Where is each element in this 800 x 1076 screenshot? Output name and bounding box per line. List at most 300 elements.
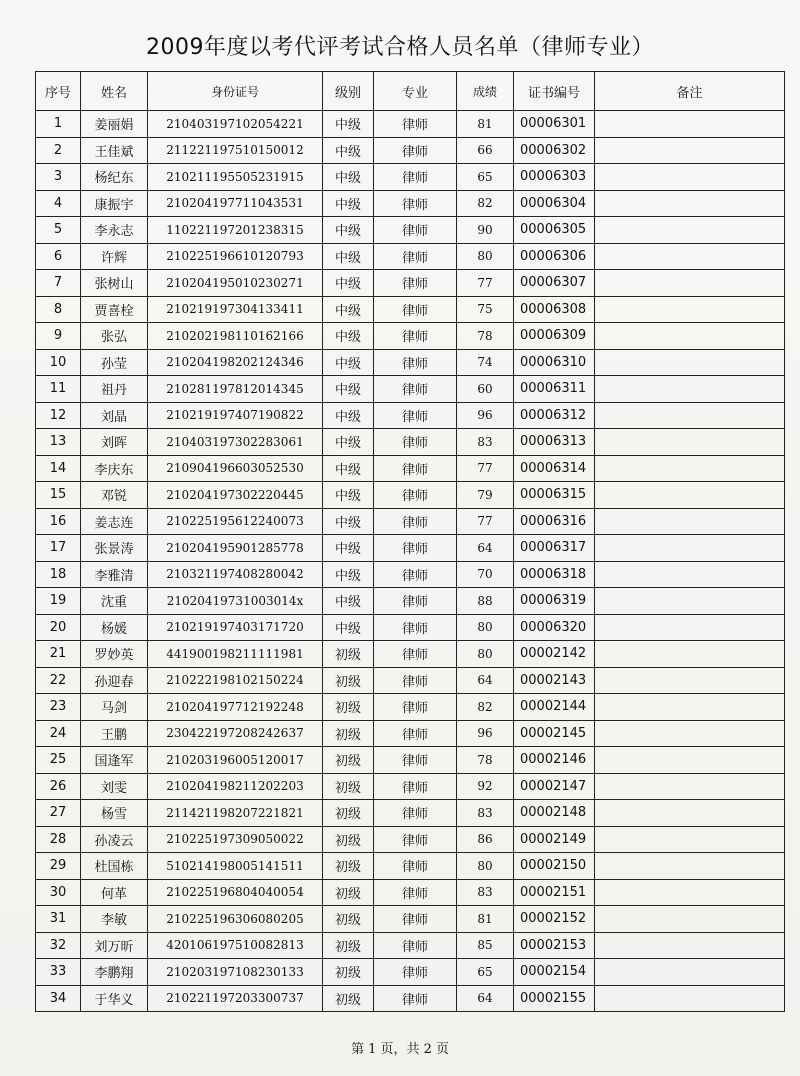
cell-seq: 17 (36, 535, 81, 562)
table-row (36, 959, 785, 986)
cell-score: 66 (457, 137, 514, 164)
cell-name: 孙迎春 (81, 667, 148, 694)
cell-id-number: 210204195010230271 (148, 270, 323, 297)
cell-score: 80 (457, 641, 514, 668)
cell-note (595, 190, 785, 217)
table-row (36, 667, 785, 694)
cell-cert-number: 00006309 (514, 323, 595, 350)
cell-note (595, 747, 785, 774)
cell-cert-number: 00006311 (514, 376, 595, 403)
cell-note (595, 217, 785, 244)
cell-name: 李雅清 (81, 561, 148, 588)
cell-name: 马剑 (81, 694, 148, 721)
table-row (36, 243, 785, 270)
cell-major: 律师 (374, 137, 457, 164)
table-row (36, 508, 785, 535)
cell-id-number: 210225196610120793 (148, 243, 323, 270)
cell-major: 律师 (374, 349, 457, 376)
cell-score: 64 (457, 535, 514, 562)
cell-score: 85 (457, 932, 514, 959)
header-cert: 证书编号 (514, 72, 595, 111)
cell-major: 律师 (374, 482, 457, 509)
cell-seq: 33 (36, 959, 81, 986)
cell-name: 孙凌云 (81, 826, 148, 853)
cell-score: 77 (457, 270, 514, 297)
cell-id-number: 230422197208242637 (148, 720, 323, 747)
cell-seq: 29 (36, 853, 81, 880)
cell-cert-number: 00006304 (514, 190, 595, 217)
cell-score: 96 (457, 402, 514, 429)
cell-level: 中级 (323, 164, 374, 191)
table-row (36, 376, 785, 403)
cell-note (595, 853, 785, 880)
table-row (36, 137, 785, 164)
cell-major: 律师 (374, 429, 457, 456)
cell-name: 贾喜栓 (81, 296, 148, 323)
cell-cert-number: 00002148 (514, 800, 595, 827)
cell-seq: 30 (36, 879, 81, 906)
cell-major: 律师 (374, 164, 457, 191)
cell-id-number: 110221197201238315 (148, 217, 323, 244)
cell-score: 80 (457, 243, 514, 270)
cell-name: 杜国栋 (81, 853, 148, 880)
table-row (36, 641, 785, 668)
cell-level: 中级 (323, 323, 374, 350)
table-row (36, 773, 785, 800)
table-row (36, 985, 785, 1012)
cell-seq: 23 (36, 694, 81, 721)
table-row (36, 826, 785, 853)
cell-name: 李敏 (81, 906, 148, 933)
cell-major: 律师 (374, 985, 457, 1012)
cell-level: 中级 (323, 561, 374, 588)
table-body (36, 111, 785, 1012)
cell-seq: 25 (36, 747, 81, 774)
cell-id-number: 210281197812014345 (148, 376, 323, 403)
cell-note (595, 561, 785, 588)
cell-major: 律师 (374, 190, 457, 217)
cell-note (595, 243, 785, 270)
cell-score: 80 (457, 853, 514, 880)
cell-seq: 18 (36, 561, 81, 588)
cell-name: 张景涛 (81, 535, 148, 562)
cell-seq: 9 (36, 323, 81, 350)
cell-name: 李庆东 (81, 455, 148, 482)
cell-id-number: 210204197711043531 (148, 190, 323, 217)
cell-major: 律师 (374, 535, 457, 562)
table-row (36, 111, 785, 138)
cell-level: 中级 (323, 270, 374, 297)
cell-id-number: 210221197203300737 (148, 985, 323, 1012)
cell-cert-number: 00006317 (514, 535, 595, 562)
cell-seq: 5 (36, 217, 81, 244)
table-row (36, 455, 785, 482)
cell-level: 中级 (323, 243, 374, 270)
table-row (36, 535, 785, 562)
cell-id-number: 211221197510150012 (148, 137, 323, 164)
cell-seq: 31 (36, 906, 81, 933)
cell-cert-number: 00006308 (514, 296, 595, 323)
cell-cert-number: 00002144 (514, 694, 595, 721)
cell-id-number: 210225196306080205 (148, 906, 323, 933)
cell-level: 中级 (323, 402, 374, 429)
cell-cert-number: 00006318 (514, 561, 595, 588)
cell-id-number: 210403197302283061 (148, 429, 323, 456)
cell-major: 律师 (374, 243, 457, 270)
cell-major: 律师 (374, 217, 457, 244)
cell-score: 77 (457, 455, 514, 482)
cell-major: 律师 (374, 826, 457, 853)
cell-level: 中级 (323, 455, 374, 482)
cell-score: 64 (457, 667, 514, 694)
cell-level: 初级 (323, 906, 374, 933)
cell-name: 罗妙英 (81, 641, 148, 668)
cell-cert-number: 00006305 (514, 217, 595, 244)
cell-note (595, 376, 785, 403)
cell-score: 65 (457, 164, 514, 191)
cell-level: 初级 (323, 800, 374, 827)
cell-level: 中级 (323, 508, 374, 535)
cell-score: 90 (457, 217, 514, 244)
cell-name: 李鹏翔 (81, 959, 148, 986)
cell-score: 92 (457, 773, 514, 800)
cell-level: 中级 (323, 482, 374, 509)
page-title: 2009年度以考代评考试合格人员名单（律师专业） (146, 35, 654, 60)
cell-name: 杨纪东 (81, 164, 148, 191)
cell-cert-number: 00006310 (514, 349, 595, 376)
cell-score: 79 (457, 482, 514, 509)
cell-major: 律师 (374, 959, 457, 986)
cell-score: 83 (457, 429, 514, 456)
cell-name: 杨媛 (81, 614, 148, 641)
cell-note (595, 164, 785, 191)
cell-note (595, 296, 785, 323)
cell-level: 中级 (323, 190, 374, 217)
cell-id-number: 210321197408280042 (148, 561, 323, 588)
cell-note (595, 323, 785, 350)
page-footer (0, 1038, 800, 1057)
cell-name: 祖丹 (81, 376, 148, 403)
cell-seq: 15 (36, 482, 81, 509)
cell-note (595, 879, 785, 906)
cell-major: 律师 (374, 402, 457, 429)
cell-name: 何革 (81, 879, 148, 906)
cell-note (595, 985, 785, 1012)
header-major: 专业 (374, 72, 457, 111)
cell-score: 82 (457, 694, 514, 721)
cell-level: 中级 (323, 137, 374, 164)
header-id: 身份证号 (148, 72, 323, 111)
cell-note (595, 429, 785, 456)
header-score: 成绩 (457, 72, 514, 111)
cell-level: 中级 (323, 217, 374, 244)
cell-major: 律师 (374, 455, 457, 482)
cell-level: 中级 (323, 429, 374, 456)
cell-seq: 14 (36, 455, 81, 482)
cell-level: 中级 (323, 111, 374, 138)
cell-name: 姜丽娟 (81, 111, 148, 138)
cell-score: 70 (457, 561, 514, 588)
cell-seq: 10 (36, 349, 81, 376)
cell-seq: 6 (36, 243, 81, 270)
cell-major: 律师 (374, 720, 457, 747)
cell-level: 初级 (323, 641, 374, 668)
cell-score: 81 (457, 111, 514, 138)
cell-score: 77 (457, 508, 514, 535)
cell-name: 李永志 (81, 217, 148, 244)
cell-major: 律师 (374, 376, 457, 403)
cell-seq: 32 (36, 932, 81, 959)
table-row (36, 429, 785, 456)
cell-seq: 27 (36, 800, 81, 827)
cell-name: 张树山 (81, 270, 148, 297)
cell-score: 80 (457, 614, 514, 641)
page-number-text: 第 1 页，共 2 页 (350, 1042, 450, 1057)
cell-name: 邓锐 (81, 482, 148, 509)
cell-score: 82 (457, 190, 514, 217)
table-row (36, 588, 785, 615)
cell-major: 律师 (374, 111, 457, 138)
cell-major: 律师 (374, 879, 457, 906)
cell-major: 律师 (374, 800, 457, 827)
cell-major: 律师 (374, 906, 457, 933)
cell-name: 刘万昕 (81, 932, 148, 959)
cell-seq: 28 (36, 826, 81, 853)
cell-cert-number: 00002147 (514, 773, 595, 800)
cell-name: 刘晶 (81, 402, 148, 429)
cell-cert-number: 00002154 (514, 959, 595, 986)
cell-name: 许辉 (81, 243, 148, 270)
cell-cert-number: 00002155 (514, 985, 595, 1012)
cell-major: 律师 (374, 270, 457, 297)
cell-id-number: 420106197510082813 (148, 932, 323, 959)
table-row (36, 164, 785, 191)
cell-major: 律师 (374, 773, 457, 800)
cell-level: 初级 (323, 932, 374, 959)
table-row (36, 853, 785, 880)
cell-score: 64 (457, 985, 514, 1012)
cell-note (595, 535, 785, 562)
cell-major: 律师 (374, 667, 457, 694)
cell-seq: 11 (36, 376, 81, 403)
cell-note (595, 720, 785, 747)
cell-major: 律师 (374, 694, 457, 721)
cell-seq: 20 (36, 614, 81, 641)
cell-name: 康振宇 (81, 190, 148, 217)
table-row (36, 217, 785, 244)
cell-score: 83 (457, 879, 514, 906)
cell-score: 96 (457, 720, 514, 747)
cell-seq: 19 (36, 588, 81, 615)
cell-note (595, 641, 785, 668)
cell-cert-number: 00006302 (514, 137, 595, 164)
cell-name: 国逢军 (81, 747, 148, 774)
cell-major: 律师 (374, 853, 457, 880)
table-row (36, 349, 785, 376)
table-row (36, 694, 785, 721)
cell-note (595, 694, 785, 721)
cell-level: 初级 (323, 985, 374, 1012)
cell-id-number: 210219197304133411 (148, 296, 323, 323)
cell-level: 初级 (323, 879, 374, 906)
cell-seq: 8 (36, 296, 81, 323)
cell-seq: 16 (36, 508, 81, 535)
cell-seq: 34 (36, 985, 81, 1012)
cell-id-number: 210219197407190822 (148, 402, 323, 429)
cell-score: 78 (457, 747, 514, 774)
cell-note (595, 349, 785, 376)
cell-note (595, 111, 785, 138)
cell-score: 88 (457, 588, 514, 615)
cell-cert-number: 00006312 (514, 402, 595, 429)
cell-level: 中级 (323, 376, 374, 403)
cell-level: 初级 (323, 747, 374, 774)
cell-note (595, 402, 785, 429)
table-row (36, 190, 785, 217)
cell-seq: 24 (36, 720, 81, 747)
header-note: 备注 (595, 72, 785, 111)
cell-level: 中级 (323, 296, 374, 323)
cell-name: 姜志连 (81, 508, 148, 535)
table-row (36, 614, 785, 641)
cell-cert-number: 00006303 (514, 164, 595, 191)
cell-note (595, 773, 785, 800)
cell-cert-number: 00002143 (514, 667, 595, 694)
cell-cert-number: 00006307 (514, 270, 595, 297)
cell-cert-number: 00006306 (514, 243, 595, 270)
header-seq: 序号 (36, 72, 81, 111)
cell-id-number: 210203196005120017 (148, 747, 323, 774)
table-row (36, 932, 785, 959)
roster-table (35, 71, 785, 1012)
cell-cert-number: 00006320 (514, 614, 595, 641)
cell-note (595, 508, 785, 535)
cell-major: 律师 (374, 508, 457, 535)
cell-note (595, 588, 785, 615)
cell-seq: 13 (36, 429, 81, 456)
cell-id-number: 210225195612240073 (148, 508, 323, 535)
cell-cert-number: 00006319 (514, 588, 595, 615)
cell-id-number: 210904196603052530 (148, 455, 323, 482)
cell-major: 律师 (374, 932, 457, 959)
cell-seq: 21 (36, 641, 81, 668)
cell-score: 83 (457, 800, 514, 827)
cell-level: 初级 (323, 826, 374, 853)
cell-cert-number: 00006301 (514, 111, 595, 138)
cell-id-number: 210225197309050022 (148, 826, 323, 853)
cell-level: 中级 (323, 614, 374, 641)
cell-cert-number: 00006315 (514, 482, 595, 509)
cell-major: 律师 (374, 561, 457, 588)
cell-name: 杨雪 (81, 800, 148, 827)
cell-note (595, 137, 785, 164)
cell-major: 律师 (374, 641, 457, 668)
cell-cert-number: 00002152 (514, 906, 595, 933)
cell-level: 中级 (323, 349, 374, 376)
cell-name: 刘晖 (81, 429, 148, 456)
table-row (36, 482, 785, 509)
table-row (36, 296, 785, 323)
cell-name: 张弘 (81, 323, 148, 350)
cell-seq: 26 (36, 773, 81, 800)
table-row (36, 323, 785, 350)
cell-id-number: 210202198110162166 (148, 323, 323, 350)
header-name: 姓名 (81, 72, 148, 111)
cell-note (595, 800, 785, 827)
cell-cert-number: 00006316 (514, 508, 595, 535)
cell-major: 律师 (374, 588, 457, 615)
table-row (36, 561, 785, 588)
cell-level: 初级 (323, 720, 374, 747)
table-row (36, 800, 785, 827)
cell-score: 81 (457, 906, 514, 933)
cell-level: 初级 (323, 773, 374, 800)
cell-cert-number: 00002145 (514, 720, 595, 747)
cell-id-number: 210219197403171720 (148, 614, 323, 641)
cell-cert-number: 00006313 (514, 429, 595, 456)
cell-id-number: 441900198211111981 (148, 641, 323, 668)
table-row (36, 906, 785, 933)
cell-seq: 7 (36, 270, 81, 297)
cell-id-number: 210222198102150224 (148, 667, 323, 694)
table-row (36, 270, 785, 297)
cell-note (595, 932, 785, 959)
cell-note (595, 826, 785, 853)
cell-id-number: 210204198211202203 (148, 773, 323, 800)
cell-level: 初级 (323, 667, 374, 694)
cell-seq: 22 (36, 667, 81, 694)
cell-major: 律师 (374, 323, 457, 350)
cell-seq: 12 (36, 402, 81, 429)
cell-cert-number: 00002142 (514, 641, 595, 668)
cell-level: 初级 (323, 694, 374, 721)
cell-note (595, 270, 785, 297)
table-row (36, 747, 785, 774)
cell-score: 74 (457, 349, 514, 376)
cell-level: 中级 (323, 535, 374, 562)
cell-cert-number: 00002146 (514, 747, 595, 774)
cell-id-number: 210211195505231915 (148, 164, 323, 191)
cell-name: 刘雯 (81, 773, 148, 800)
cell-cert-number: 00002150 (514, 853, 595, 880)
cell-level: 初级 (323, 853, 374, 880)
cell-name: 王鹏 (81, 720, 148, 747)
table-row (36, 402, 785, 429)
cell-seq: 1 (36, 111, 81, 138)
cell-major: 律师 (374, 296, 457, 323)
cell-id-number: 510214198005141511 (148, 853, 323, 880)
cell-id-number: 211421198207221821 (148, 800, 323, 827)
cell-cert-number: 00002149 (514, 826, 595, 853)
cell-note (595, 455, 785, 482)
cell-score: 65 (457, 959, 514, 986)
cell-seq: 4 (36, 190, 81, 217)
cell-score: 78 (457, 323, 514, 350)
cell-score: 86 (457, 826, 514, 853)
cell-level: 中级 (323, 588, 374, 615)
cell-id-number: 210204197302220445 (148, 482, 323, 509)
cell-id-number: 210203197108230133 (148, 959, 323, 986)
cell-note (595, 614, 785, 641)
table-row (36, 720, 785, 747)
cell-id-number: 210225196804040054 (148, 879, 323, 906)
cell-note (595, 482, 785, 509)
table-header-row (36, 72, 785, 111)
cell-id-number: 210403197102054221 (148, 111, 323, 138)
cell-id-number: 210204197712192248 (148, 694, 323, 721)
cell-id-number: 21020419731003014x (148, 588, 323, 615)
cell-cert-number: 00002153 (514, 932, 595, 959)
